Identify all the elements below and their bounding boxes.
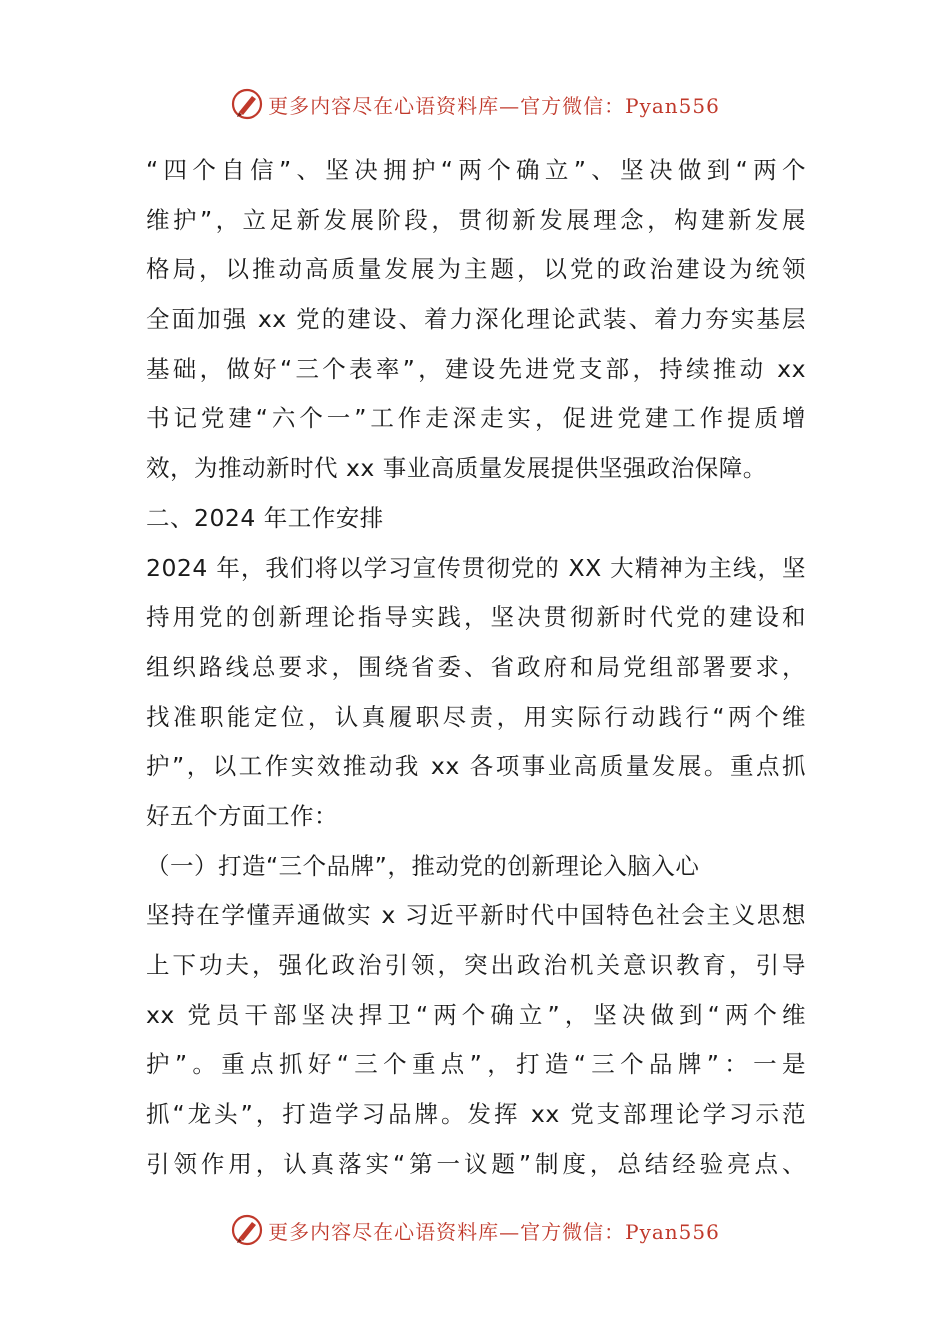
section-heading: 二、2024 年工作安排: [146, 503, 384, 532]
text-line: 基础，做好“三个表率”，建设先进党支部，持续推动 xx: [146, 354, 806, 383]
text-line: 持用党的创新理论指导实践，坚决贯彻新时代党的建设和: [146, 603, 806, 632]
text-line: 护”，以工作实效推动我 xx 各项事业高质量发展。重点抓: [146, 752, 806, 781]
text-line: 组织路线总要求，围绕省委、省政府和局党组部署要求，: [146, 652, 806, 681]
text-line: xx 党员干部坚决捍卫“两个确立”，坚决做到“两个维: [146, 1000, 806, 1029]
pen-logo-icon: [230, 1213, 264, 1247]
text-line: 坚持在学懂弄通做实 x 习近平新时代中国特色社会主义思想: [146, 901, 806, 930]
watermark-text: 更多内容尽在心语资料库—官方微信：Pyan556: [268, 1219, 720, 1244]
pen-logo-icon: [230, 87, 264, 121]
text-line: 找准职能定位，认真履职尽责，用实际行动践行“两个维: [146, 702, 806, 731]
subsection-heading: （一）打造“三个品牌”，推动党的创新理论入脑入心: [146, 851, 700, 880]
footer-watermark: [0, 1210, 950, 1250]
text-line: 效，为推动新时代 xx 事业高质量发展提供坚强政治保障。: [146, 454, 767, 483]
header-watermark: [0, 84, 950, 124]
text-line: 维护”，立足新发展阶段，贯彻新发展理念，构建新发展: [146, 205, 806, 234]
text-line: 全面加强 xx 党的建设、着力深化理论武装、着力夯实基层: [146, 305, 806, 334]
text-line: “四个自信”、坚决拥护“两个确立”、坚决做到“两个: [146, 156, 806, 184]
text-line: 好五个方面工作：: [146, 801, 338, 830]
text-line: 引领作用，认真落实“第一议题”制度，总结经验亮点、: [146, 1149, 806, 1178]
text-line: 格局，以推动高质量发展为主题，以党的政治建设为统领: [146, 255, 806, 284]
text-line: 书记党建“六个一”工作走深走实，促进党建工作提质增: [146, 404, 806, 433]
text-line: 护”。重点抓好“三个重点”，打造“三个品牌”：一是: [146, 1050, 806, 1079]
watermark-text: 更多内容尽在心语资料库—官方微信：Pyan556: [268, 93, 720, 118]
document-body: [146, 146, 806, 1189]
text-line: 上下功夫，强化政治引领，突出政治机关意识教育，引导: [146, 951, 806, 979]
text-line: 2024 年，我们将以学习宣传贯彻党的 XX 大精神为主线，坚: [146, 553, 806, 582]
text-line: 抓“龙头”，打造学习品牌。发挥 xx 党支部理论学习示范: [146, 1100, 806, 1129]
